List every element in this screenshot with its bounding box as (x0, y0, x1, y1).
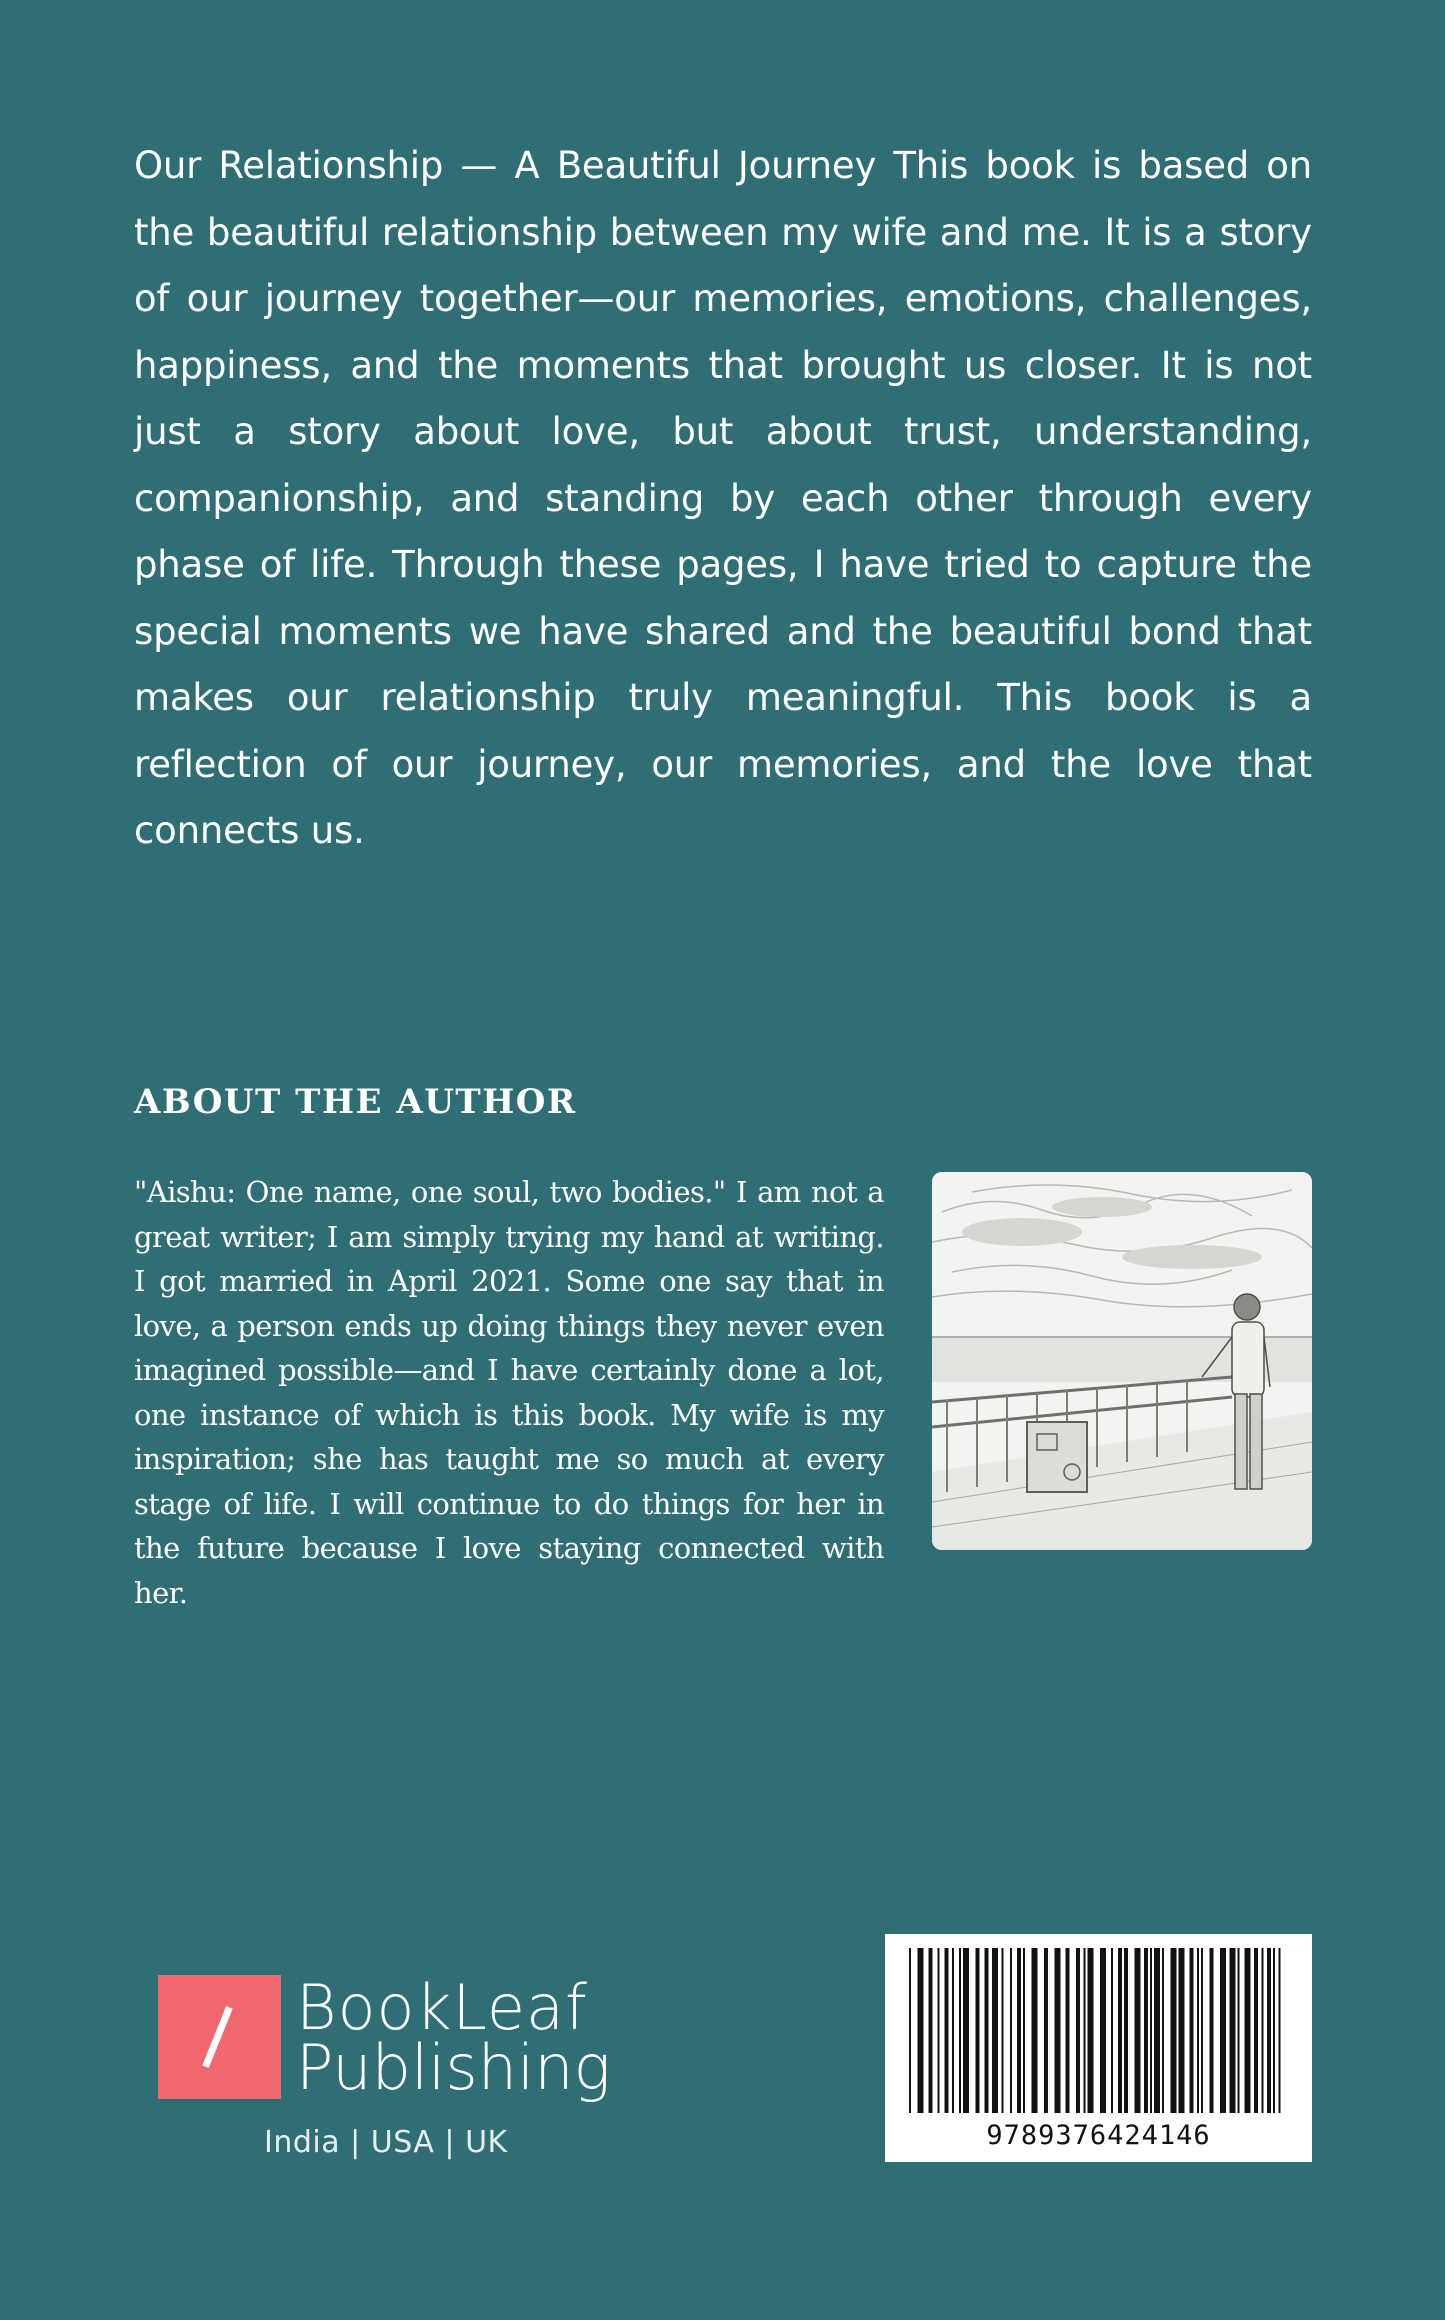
barcode-bar (1154, 1948, 1160, 2113)
barcode-bar (1135, 1948, 1141, 2113)
barcode-bar (1023, 1948, 1025, 2113)
barcode-bar (1267, 1948, 1271, 2113)
barcode-bar (1002, 1948, 1004, 2113)
barcode-bar (938, 1948, 940, 2113)
isbn-number: 9789376424146 (986, 2120, 1211, 2151)
author-photo (932, 1172, 1312, 1550)
about-author-heading: ABOUT THE AUTHOR (134, 1082, 577, 1122)
publisher-name-line1: BookLeaf (296, 1971, 588, 2044)
barcode-bar (976, 1948, 980, 2113)
barcode-bar (1197, 1948, 1199, 2113)
barcode-bar (1100, 1948, 1106, 2113)
barcode-bar (1179, 1948, 1185, 2113)
publisher-regions: India | USA | UK (264, 2125, 508, 2160)
barcode-bar (1010, 1948, 1012, 2113)
about-author-text: "Aishu: One name, one soul, two bodies." I am not a great writer; I am simply trying my hand at writing. I got married in April 2021. Some one say that in love, a person ends up doing things they never even imagined possible—and I have certainly done a lot, one instance of which is this book. My wife is my inspiration; she has taught me so much at every stage of life. I will continue to do things for her in the future because I love staying connected with her. (134, 1175, 884, 1610)
barcode-bar (1162, 1948, 1164, 2113)
barcode-bar (1044, 1948, 1048, 2113)
barcode-bar (1201, 1948, 1203, 2113)
barcode-bar (1076, 1948, 1080, 2113)
barcode-bar (952, 1948, 954, 2113)
barcode-bar (1066, 1948, 1070, 2113)
barcode-bar (1210, 1948, 1214, 2113)
barcode-bar (1254, 1948, 1258, 2113)
barcode-bar (1118, 1948, 1122, 2113)
barcode-bar (945, 1948, 949, 2113)
barcode-bar (909, 1948, 911, 2113)
barcode-bar (1190, 1948, 1194, 2113)
barcode-bar (1279, 1948, 1281, 2113)
barcode-bar (985, 1948, 989, 2113)
barcode-bar (1084, 1948, 1086, 2113)
barcode-bar (1262, 1948, 1264, 2113)
barcode-bar (1230, 1948, 1236, 2113)
barcode-bar (1220, 1948, 1226, 2113)
barcode-bar (959, 1948, 961, 2113)
publisher-logo (158, 1971, 618, 2160)
barcode-bar (1273, 1948, 1275, 2113)
barcode-bar (1111, 1948, 1113, 2113)
barcode-bar (1171, 1948, 1177, 2113)
barcode-bar (929, 1948, 933, 2113)
barcode-bar (1055, 1948, 1061, 2113)
barcode-bar (963, 1948, 969, 2113)
barcode-bar (1245, 1948, 1251, 2113)
barcode-bar (1032, 1948, 1038, 2113)
barcode-bars (901, 1948, 1296, 2113)
publisher-name-line2: Publishing (296, 2031, 611, 2104)
barcode-bar (1017, 1948, 1021, 2113)
back-cover-blurb: Our Relationship — A Beautiful Journey This book is based on the beautiful relationship between my wife and me. It is a story of our journey together—our memories, emotions, challenges, happiness, and the moments that brought us closer. It is not just a story about love, but about trust, understanding, companionship, and standing by each other through every phase of life. Through these pages, I have tried to capture the special moments we have shared and the beautiful bond that makes our relationship truly meaningful. This book is a reflection of our journey, our memories, and the love that connects us. (134, 144, 1312, 852)
barcode-bar (992, 1948, 998, 2113)
bookleaf-logo-icon (158, 1975, 281, 2099)
barcode-bar (1150, 1948, 1152, 2113)
barcode-bar (1124, 1948, 1128, 2113)
barcode-bar (1144, 1948, 1148, 2113)
isbn-barcode (885, 1934, 1312, 2162)
barcode-bar (918, 1948, 924, 2113)
barcode-bar (1088, 1948, 1094, 2113)
barcode-bar (1238, 1948, 1240, 2113)
